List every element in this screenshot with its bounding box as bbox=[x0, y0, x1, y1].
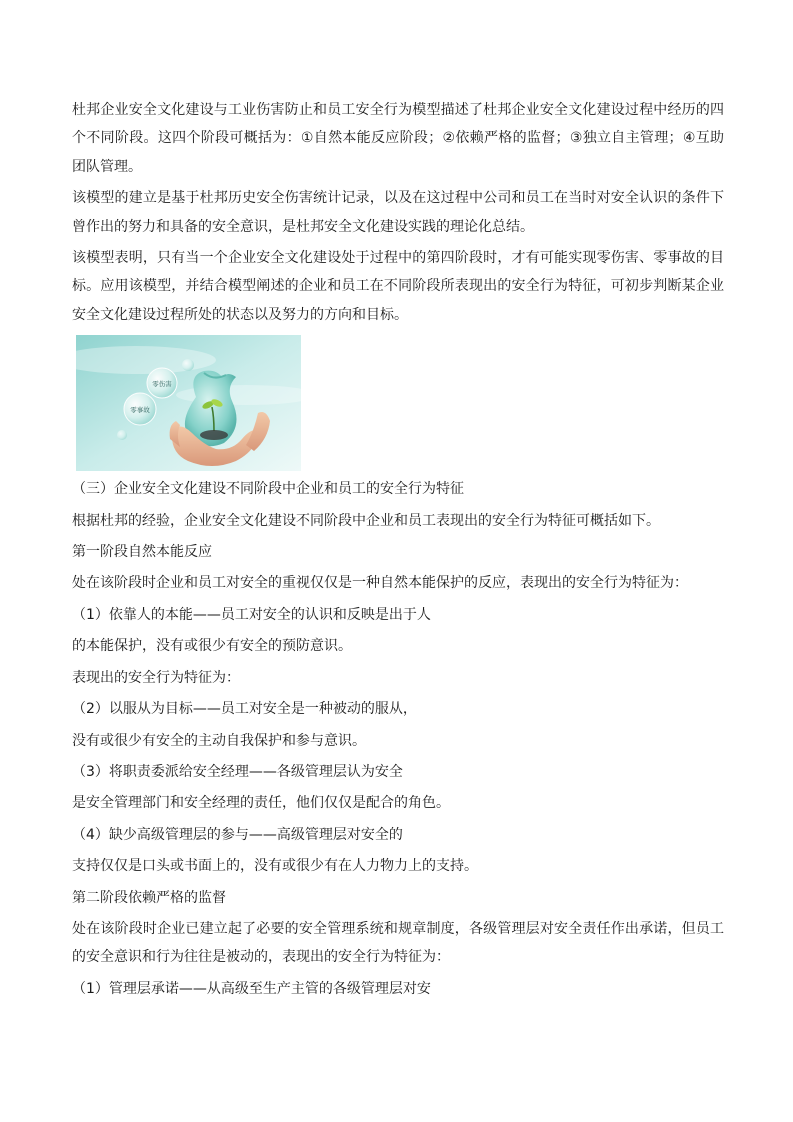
stage-one-item-4-line-2: 支持仅仅是口头或书面上的，没有或很少有在人力物力上的支持。 bbox=[72, 858, 478, 875]
paragraph-model-basis: 该模型的建立是基于杜邦历史安全伤害统计记录，以及在这过程中公司和员工在当时对安全认识的条件下曾作出的努力和具备的安全意识，是杜邦安全文化建设实践的理论化总结。 bbox=[72, 190, 724, 235]
zero-injury-bubble-label: 零伤害 bbox=[152, 380, 172, 389]
stage-one-heading: 第一阶段自然本能反应 bbox=[72, 544, 212, 561]
stage-one-item-3-line-1: （3）将职责委派给安全经理——各级管理层认为安全 bbox=[72, 763, 403, 780]
stage-one-item-4-line-1: （4）缺少高级管理层的参与——高级管理层对安全的 bbox=[72, 826, 403, 843]
stage-one-item-2-line-1: （2）以服从为目标——员工对安全是一种被动的服从， bbox=[72, 701, 417, 718]
stage-one-features-label: 表现出的安全行为特征为： bbox=[72, 669, 240, 686]
section-heading-behavior-features: （三）企业安全文化建设不同阶段中企业和员工的安全行为特征 bbox=[72, 481, 464, 498]
stage-one-item-3-line-2: 是安全管理部门和安全经理的责任，他们仅仅是配合的角色。 bbox=[72, 795, 450, 812]
hands-holding-seedling-image bbox=[76, 335, 301, 471]
document-body bbox=[72, 96, 724, 1003]
zero-accident-bubble-label: 零事故 bbox=[130, 406, 150, 415]
stage-two-heading: 第二阶段依赖严格的监督 bbox=[72, 889, 226, 906]
paragraph-dupont-experience: 根据杜邦的经验，企业安全文化建设不同阶段中企业和员工表现出的安全行为特征可概括如下。 bbox=[72, 512, 660, 529]
paragraph-dupont-model-stages: 杜邦企业安全文化建设与工业伤害防止和员工安全行为模型描述了杜邦企业安全文化建设过程中经历的四个不同阶段。这四个阶段可概括为：①自然本能反应阶段；②依赖严格的监督；③独立自主管理；④互助团队管理。 bbox=[72, 102, 724, 175]
paragraph-stage-two-intro: 处在该阶段时企业已建立起了必要的安全管理系统和规章制度，各级管理层对安全责任作出承诺，但员工的安全意识和行为往往是被动的，表现出的安全行为特征为： bbox=[72, 920, 724, 966]
paragraph-model-conclusion: 该模型表明，只有当一个企业安全文化建设处于过程中的第四阶段时，才有可能实现零伤害、零事故的目标。应用该模型，并结合模型阐述的企业和员工在不同阶段所表现出的安全行为特征，可初步判断某企业安全文化建设过程所处的状态以及努力的方向和目标。 bbox=[72, 250, 724, 323]
stage-two-item-1-line-1: （1）管理层承诺——从高级至生产主管的各级管理层对安 bbox=[72, 980, 431, 997]
paragraph-stage-one-intro: 处在该阶段时企业和员工对安全的重视仅仅是一种自然本能保护的反应，表现出的安全行为特征为： bbox=[72, 575, 688, 592]
stage-one-item-1-line-2: 的本能保护，没有或很少有安全的预防意识。 bbox=[72, 638, 352, 655]
stage-one-item-1-line-1: （1）依靠人的本能——员工对安全的认识和反映是出于人 bbox=[72, 606, 431, 623]
stage-one-item-2-line-2: 没有或很少有安全的主动自我保护和参与意识。 bbox=[72, 732, 366, 749]
